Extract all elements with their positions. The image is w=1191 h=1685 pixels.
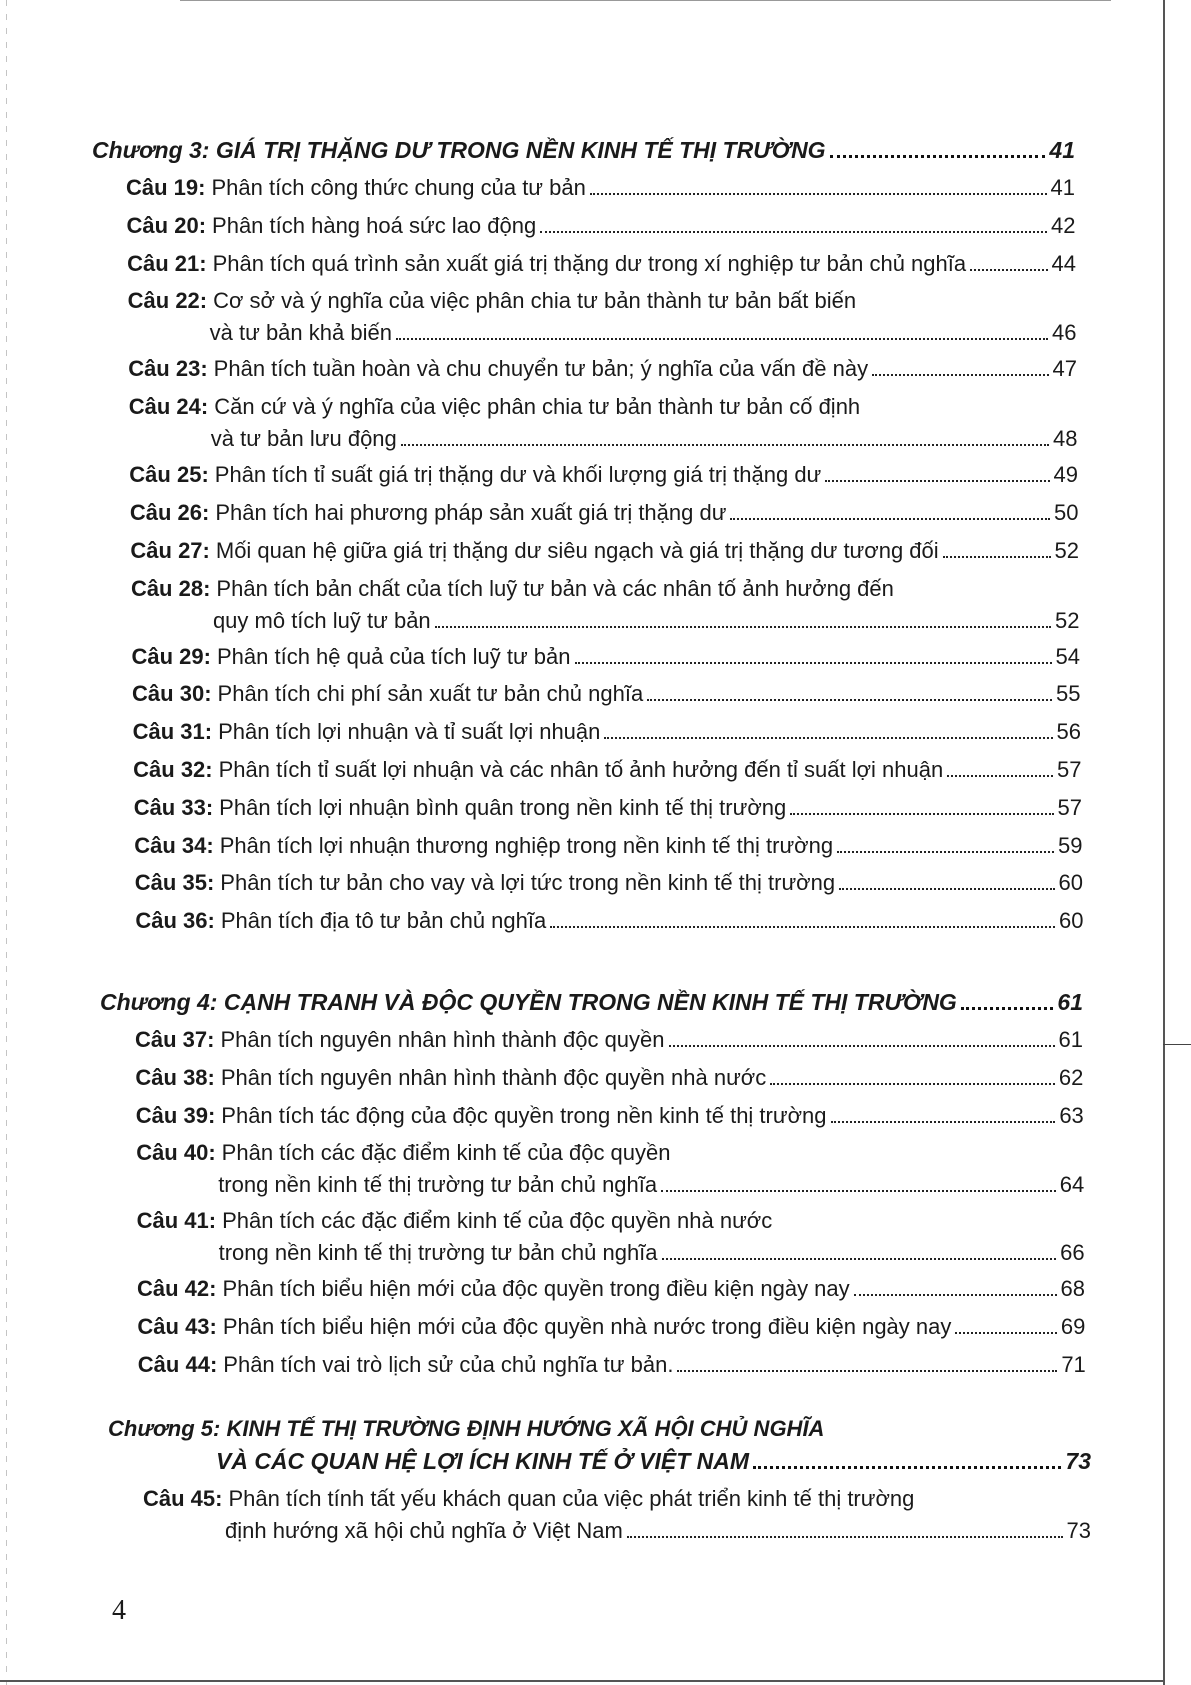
entry-page: 63 xyxy=(1059,1102,1084,1128)
scan-edge-left xyxy=(6,0,7,1685)
entry-label: Câu 31: xyxy=(132,719,213,745)
dot-leader xyxy=(540,231,1047,233)
entry-page: 49 xyxy=(1053,462,1078,488)
toc-entry xyxy=(210,319,1077,347)
entry-page: 68 xyxy=(1060,1276,1085,1302)
entry-title: Mối quan hệ giữa giá trị thặng dư siêu ngạch và giá trị thặng dư tương đối xyxy=(215,537,939,563)
toc-entry xyxy=(127,250,1076,278)
entry-page: 44 xyxy=(1051,250,1076,276)
dot-leader xyxy=(661,1190,1056,1192)
dot-leader xyxy=(550,926,1055,928)
entry-title: Cơ sở và ý nghĩa của việc phân chia tư bản thành tư bản bất biến xyxy=(213,288,857,314)
scan-edge-bottom xyxy=(0,1680,1163,1682)
entry-label: Câu 44: xyxy=(137,1352,218,1377)
dot-leader xyxy=(839,888,1054,890)
dot-leader xyxy=(970,269,1047,271)
entry-title: Căn cứ và ý nghĩa của việc phân chia tư bản thành tư bản cố định xyxy=(214,394,861,420)
entry-title: Phân tích vai trò lịch sử của chủ nghĩa tư bản. xyxy=(223,1352,674,1377)
chapter-heading xyxy=(92,136,1075,164)
toc-entry xyxy=(133,756,1081,784)
entry-page: 56 xyxy=(1056,719,1081,745)
dot-leader xyxy=(435,626,1051,628)
entry-page: 59 xyxy=(1058,832,1083,858)
entry-page: 41 xyxy=(1050,175,1075,200)
entry-label: Câu 42: xyxy=(137,1276,217,1302)
entry-label: Câu 38: xyxy=(135,1064,215,1090)
toc-entry-line xyxy=(136,1139,670,1167)
dot-leader xyxy=(961,1007,1054,1010)
entry-label: Câu 24: xyxy=(128,394,209,420)
toc-entry-line xyxy=(128,287,856,315)
entry-title: Phân tích nguyên nhân hình thành độc quyền xyxy=(220,1027,665,1052)
entry-page: 46 xyxy=(1052,320,1077,346)
toc-entry xyxy=(211,425,1078,453)
dot-leader xyxy=(943,556,1051,558)
entry-label: Câu 21: xyxy=(127,250,207,276)
entry-title-cont: định hướng xã hội chủ nghĩa ở Việt Nam xyxy=(225,1518,623,1543)
entry-page: 60 xyxy=(1059,908,1084,934)
entry-page: 54 xyxy=(1055,643,1080,669)
entry-label: Câu 41: xyxy=(136,1208,217,1234)
dot-leader xyxy=(575,662,1052,664)
entry-title-cont: trong nền kinh tế thị trường tư bản chủ nghĩa xyxy=(218,1172,658,1198)
entry-title: Phân tích tư bản cho vay và lợi tức trong nền kinh tế thị trường xyxy=(220,870,836,896)
toc-entry xyxy=(135,1026,1083,1054)
dot-leader xyxy=(955,1332,1057,1334)
entry-title: Phân tích lợi nhuận bình quân trong nền kinh tế thị trường xyxy=(219,794,787,820)
entry-title: Phân tích tỉ suất lợi nhuận và các nhân tố ảnh hưởng đến tỉ suất lợi nhuận xyxy=(218,757,944,782)
dot-leader xyxy=(401,444,1049,446)
scan-edge-right xyxy=(1163,0,1165,1685)
entry-page: 50 xyxy=(1054,500,1079,525)
entry-label: Câu 26: xyxy=(129,500,210,525)
toc-entry xyxy=(127,212,1076,240)
entry-label: Câu 40: xyxy=(136,1140,216,1166)
entry-title: Phân tích địa tô tư bản chủ nghĩa xyxy=(220,908,547,934)
entry-label: Câu 22: xyxy=(127,288,208,314)
toc-entry-line xyxy=(143,1485,914,1513)
toc-entry xyxy=(126,174,1075,202)
entry-page: 71 xyxy=(1061,1352,1086,1377)
entry-page: 61 xyxy=(1058,1027,1083,1052)
dot-leader xyxy=(627,1536,1063,1538)
page-number: 4 xyxy=(112,1595,126,1626)
entry-title: Phân tích lợi nhuận thương nghiệp trong nền kinh tế thị trường xyxy=(219,832,834,858)
entry-title-cont: trong nền kinh tế thị trường tư bản chủ nghĩa xyxy=(218,1240,658,1266)
entry-title: Phân tích chi phí sản xuất tư bản chủ nghĩa xyxy=(217,681,644,707)
entry-page: 60 xyxy=(1058,870,1083,896)
entry-label: Câu 25: xyxy=(129,462,209,488)
toc-entry-line xyxy=(137,1207,773,1235)
entry-page: 66 xyxy=(1060,1240,1085,1266)
entry-page: 52 xyxy=(1054,537,1079,563)
entry-label: Câu 45: xyxy=(143,1486,223,1511)
entry-label: Câu 43: xyxy=(137,1314,217,1340)
entry-page: 69 xyxy=(1060,1314,1086,1340)
toc-entry xyxy=(134,794,1082,822)
entry-title: Phân tích tỉ suất giá trị thặng dư và khối lượng giá trị thặng dư xyxy=(214,462,822,488)
entry-label: Câu 28: xyxy=(130,575,211,601)
entry-label: Câu 23: xyxy=(128,356,208,382)
chapter-page: 61 xyxy=(1057,989,1083,1015)
dot-leader xyxy=(604,737,1052,739)
entry-label: Câu 32: xyxy=(133,757,213,782)
toc-entry xyxy=(138,1351,1086,1379)
scan-tick-mark xyxy=(1163,1044,1191,1045)
chapter-heading-cont: VÀ CÁC QUAN HỆ LỢI ÍCH KINH TẾ Ở VIỆT NAM xyxy=(216,1448,750,1474)
entry-label: Câu 35: xyxy=(134,870,215,896)
dot-leader xyxy=(854,1294,1057,1296)
dot-leader xyxy=(669,1045,1055,1047)
dot-leader xyxy=(831,1121,1056,1123)
toc-entry-line xyxy=(129,393,860,421)
entry-title-cont: và tư bản khả biến xyxy=(209,320,392,346)
entry-title: Phân tích biểu hiện mới của độc quyền trong điều kiện ngày nay xyxy=(222,1276,850,1302)
toc-entry xyxy=(213,607,1080,635)
toc-entry xyxy=(135,907,1083,935)
dot-leader xyxy=(770,1083,1055,1085)
dot-leader xyxy=(590,193,1047,195)
dot-leader xyxy=(825,480,1049,482)
entry-title: Phân tích quá trình sản xuất giá trị thặng dư trong xí nghiệp tư bản chủ nghĩa xyxy=(212,250,967,276)
entry-title: Phân tích lợi nhuận và tỉ suất lợi nhuận xyxy=(218,719,601,745)
entry-label: Câu 29: xyxy=(131,643,211,669)
entry-title: Phân tích nguyên nhân hình thành độc quyền nhà nước xyxy=(220,1064,767,1090)
entry-label: Câu 20: xyxy=(126,212,207,238)
entry-title: Phân tích biểu hiện mới của độc quyền nhà nước trong điều kiện ngày nay xyxy=(222,1314,952,1340)
dot-leader xyxy=(730,518,1050,520)
toc-entry xyxy=(137,1275,1085,1303)
entry-page: 62 xyxy=(1058,1064,1084,1090)
entry-title: Phân tích hàng hoá sức lao động xyxy=(212,212,537,238)
entry-title: Phân tích hai phương pháp sản xuất giá trị thặng dư xyxy=(215,500,727,525)
entry-page: 55 xyxy=(1056,681,1081,707)
chapter-heading-line xyxy=(216,1447,1091,1475)
entry-label: Câu 19: xyxy=(126,175,206,200)
entry-title-cont: và tư bản lưu động xyxy=(210,426,397,452)
entry-title: Phân tích tác động của độc quyền trong nền kinh tế thị trường xyxy=(221,1102,827,1128)
toc-entry xyxy=(130,499,1079,527)
entry-title: Phân tích tuần hoàn và chu chuyển tư bản; ý nghĩa của vấn đề này xyxy=(213,356,869,382)
toc-entry xyxy=(136,1102,1084,1130)
entry-title: Phân tích các đặc điểm kinh tế của độc quyền xyxy=(221,1140,671,1166)
dot-leader xyxy=(790,813,1053,815)
toc-entry xyxy=(219,1239,1085,1267)
entry-label: Câu 39: xyxy=(135,1102,216,1128)
toc-entry xyxy=(129,461,1078,489)
toc-entry xyxy=(137,1313,1085,1341)
entry-title: Phân tích bản chất của tích luỹ tư bản và các nhân tố ảnh hưởng đến xyxy=(216,575,894,601)
scan-edge-top xyxy=(180,0,1111,1)
toc-entry xyxy=(132,643,1081,671)
toc-entry xyxy=(133,718,1081,746)
toc-entry xyxy=(218,1171,1084,1199)
entry-title: Phân tích tính tất yếu khách quan của việc phát triển kinh tế thị trường xyxy=(228,1486,915,1511)
entry-page: 52 xyxy=(1055,607,1080,633)
chapter-page: 73 xyxy=(1065,1448,1091,1474)
chapter-page: 41 xyxy=(1049,137,1075,163)
toc-entry xyxy=(132,680,1080,708)
dot-leader xyxy=(830,155,1046,158)
toc-entry xyxy=(135,1064,1083,1092)
entry-label: Câu 30: xyxy=(132,681,212,707)
toc-entry xyxy=(130,537,1079,565)
entry-page: 57 xyxy=(1057,757,1082,782)
toc-entry-line xyxy=(131,575,894,603)
entry-page: 42 xyxy=(1051,212,1076,238)
toc-entry xyxy=(135,869,1083,897)
entry-label: Câu 37: xyxy=(135,1027,215,1052)
toc-entry xyxy=(134,832,1082,860)
entry-page: 73 xyxy=(1066,1518,1091,1543)
entry-label: Câu 27: xyxy=(130,537,210,563)
chapter-heading xyxy=(100,988,1083,1016)
dot-leader xyxy=(647,699,1052,701)
toc-entry xyxy=(128,355,1077,383)
dot-leader xyxy=(947,775,1053,777)
entry-title: Phân tích công thức chung của tư bản xyxy=(211,175,586,200)
dot-leader xyxy=(396,338,1048,340)
toc-entry xyxy=(225,1517,1091,1545)
dot-leader xyxy=(753,1466,1061,1469)
dot-leader xyxy=(837,851,1054,853)
entry-label: Câu 34: xyxy=(134,832,214,858)
entry-page: 47 xyxy=(1052,356,1077,382)
chapter-heading: Chương 5: KINH TẾ THỊ TRƯỜNG ĐỊNH HƯỚNG XÃ HỘI CHỦ NGHĨA xyxy=(108,1416,825,1441)
entry-label: Câu 36: xyxy=(135,908,215,934)
entry-page: 57 xyxy=(1057,794,1082,820)
entry-page: 64 xyxy=(1059,1172,1085,1198)
dot-leader xyxy=(677,1370,1057,1372)
entry-page: 48 xyxy=(1053,426,1078,452)
chapter-title: Chương 3: GIÁ TRỊ THẶNG DƯ TRONG NỀN KINH TẾ THỊ TRƯỜNG xyxy=(92,137,826,163)
chapter-title: Chương 4: CẠNH TRANH VÀ ĐỘC QUYỀN TRONG NỀN KINH TẾ THỊ TRƯỜNG xyxy=(100,989,957,1015)
dot-leader xyxy=(662,1258,1057,1260)
entry-title: Phân tích các đặc điểm kinh tế của độc quyền nhà nước xyxy=(222,1208,773,1234)
entry-label: Câu 33: xyxy=(133,794,214,820)
entry-title-cont: quy mô tích luỹ tư bản xyxy=(212,607,431,633)
dot-leader xyxy=(872,374,1048,376)
entry-title: Phân tích hệ quả của tích luỹ tư bản xyxy=(216,643,571,669)
